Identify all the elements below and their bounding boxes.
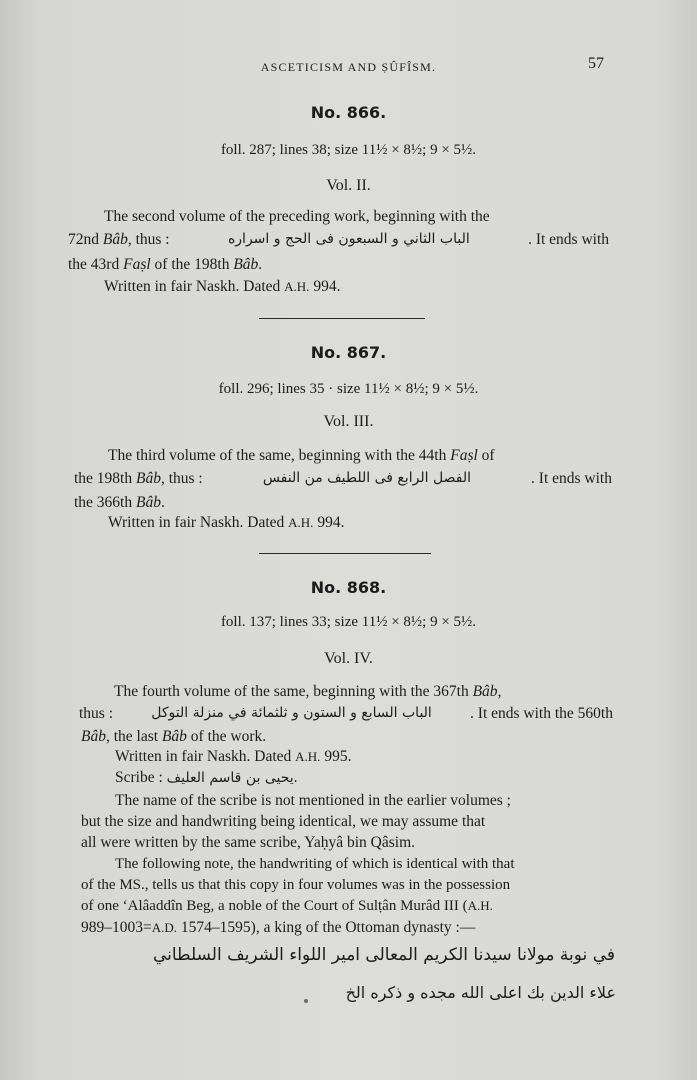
paragraph-line: 989–1003=A.D. 1574–1595), a king of the Ottoman dynasty :— — [81, 919, 476, 936]
running-title: ASCETICISM AND ṢÛFÎSM. — [260, 60, 437, 74]
written-line: Written in fair Naskh. Dated A.H. 994. — [104, 278, 341, 295]
description-line-1: The second volume of the preceding work, beginning with the — [104, 208, 490, 225]
page-number: 57 — [588, 55, 604, 72]
end-mark — [304, 999, 308, 1003]
written-line: Written in fair Naskh. Dated A.H. 994. — [108, 514, 345, 531]
description-line-2: 72nd Bâb, thus : الباب الثاني و السبعون فى الحج و اسراره . It ends with — [68, 231, 609, 248]
volume-heading-866: Vol. II. — [326, 177, 371, 194]
entry-meta-866: foll. 287; lines 38; size 11½ × 8½; 9 × 5½. — [220, 142, 477, 158]
description-line-1: The third volume of the same, beginning with the 44th Faṣl of — [108, 447, 495, 464]
entry-number-867: No. 867. — [310, 343, 387, 362]
paragraph-line: The name of the scribe is not mentioned in the earlier volumes ; — [115, 792, 511, 809]
paragraph-line: of one ‘Alâaddîn Beg, a noble of the Court of Sulṭân Murâd III (A.H. — [81, 898, 493, 914]
arabic-incipit: الفصل الرابع فى اللطيف من النفس — [262, 470, 471, 486]
entry-meta-867: foll. 296; lines 35 · size 11½ × 8½; 9 × 5½. — [218, 381, 479, 397]
description-line-2: thus : الباب السابع و الستون و ثلثمائة في منزلة التوكل . It ends with the 560th — [79, 705, 613, 722]
scribe-name-arabic: يحيى بن قاسم العليف — [166, 770, 294, 786]
arabic-note-line-1: في نوبة مولانا سيدنا الكريم المعالى امير اللواء الشريف السلطاني — [152, 945, 615, 965]
paragraph-line: of the MS., tells us that this copy in four volumes was in the possession — [81, 877, 511, 893]
paragraph-line: The following note, the handwriting of which is identical with that — [115, 856, 515, 872]
volume-heading-867: Vol. III. — [323, 413, 374, 430]
paragraph-line: but the size and handwriting being identical, we may assume that — [81, 813, 486, 830]
arabic-incipit: الباب الثاني و السبعون فى الحج و اسراره — [227, 231, 470, 247]
scribe-line: Scribe : يحيى بن قاسم العليف. — [115, 769, 298, 786]
paragraph-line: all were written by the same scribe, Yaḥyâ bin Qâsim. — [81, 834, 416, 851]
written-line: Written in fair Naskh. Dated A.H. 995. — [115, 748, 352, 765]
description-line-3: the 43rd Faṣl of the 198th Bâb. — [68, 256, 263, 273]
description-line-2: the 198th Bâb, thus : الفصل الرابع فى اللطيف من النفس . It ends with — [74, 470, 612, 487]
volume-heading-868: Vol. IV. — [324, 650, 373, 667]
entry-number-866: No. 866. — [310, 103, 387, 122]
arabic-note-line-2: علاء الدين بك اعلى الله مجده و ذكره الخ — [345, 983, 616, 1002]
description-line-3: Bâb, the last Bâb of the work. — [81, 728, 267, 745]
description-line-3: the 366th Bâb. — [74, 494, 165, 511]
arabic-incipit: الباب السابع و الستون و ثلثمائة في منزلة التوكل — [151, 705, 432, 721]
entry-meta-868: foll. 137; lines 33; size 11½ × 8½; 9 × 5½. — [220, 614, 477, 630]
section-divider — [259, 318, 425, 319]
section-divider — [259, 553, 431, 554]
description-line-1: The fourth volume of the same, beginning with the 367th Bâb, — [114, 683, 502, 700]
entry-number-868: No. 868. — [310, 578, 387, 597]
